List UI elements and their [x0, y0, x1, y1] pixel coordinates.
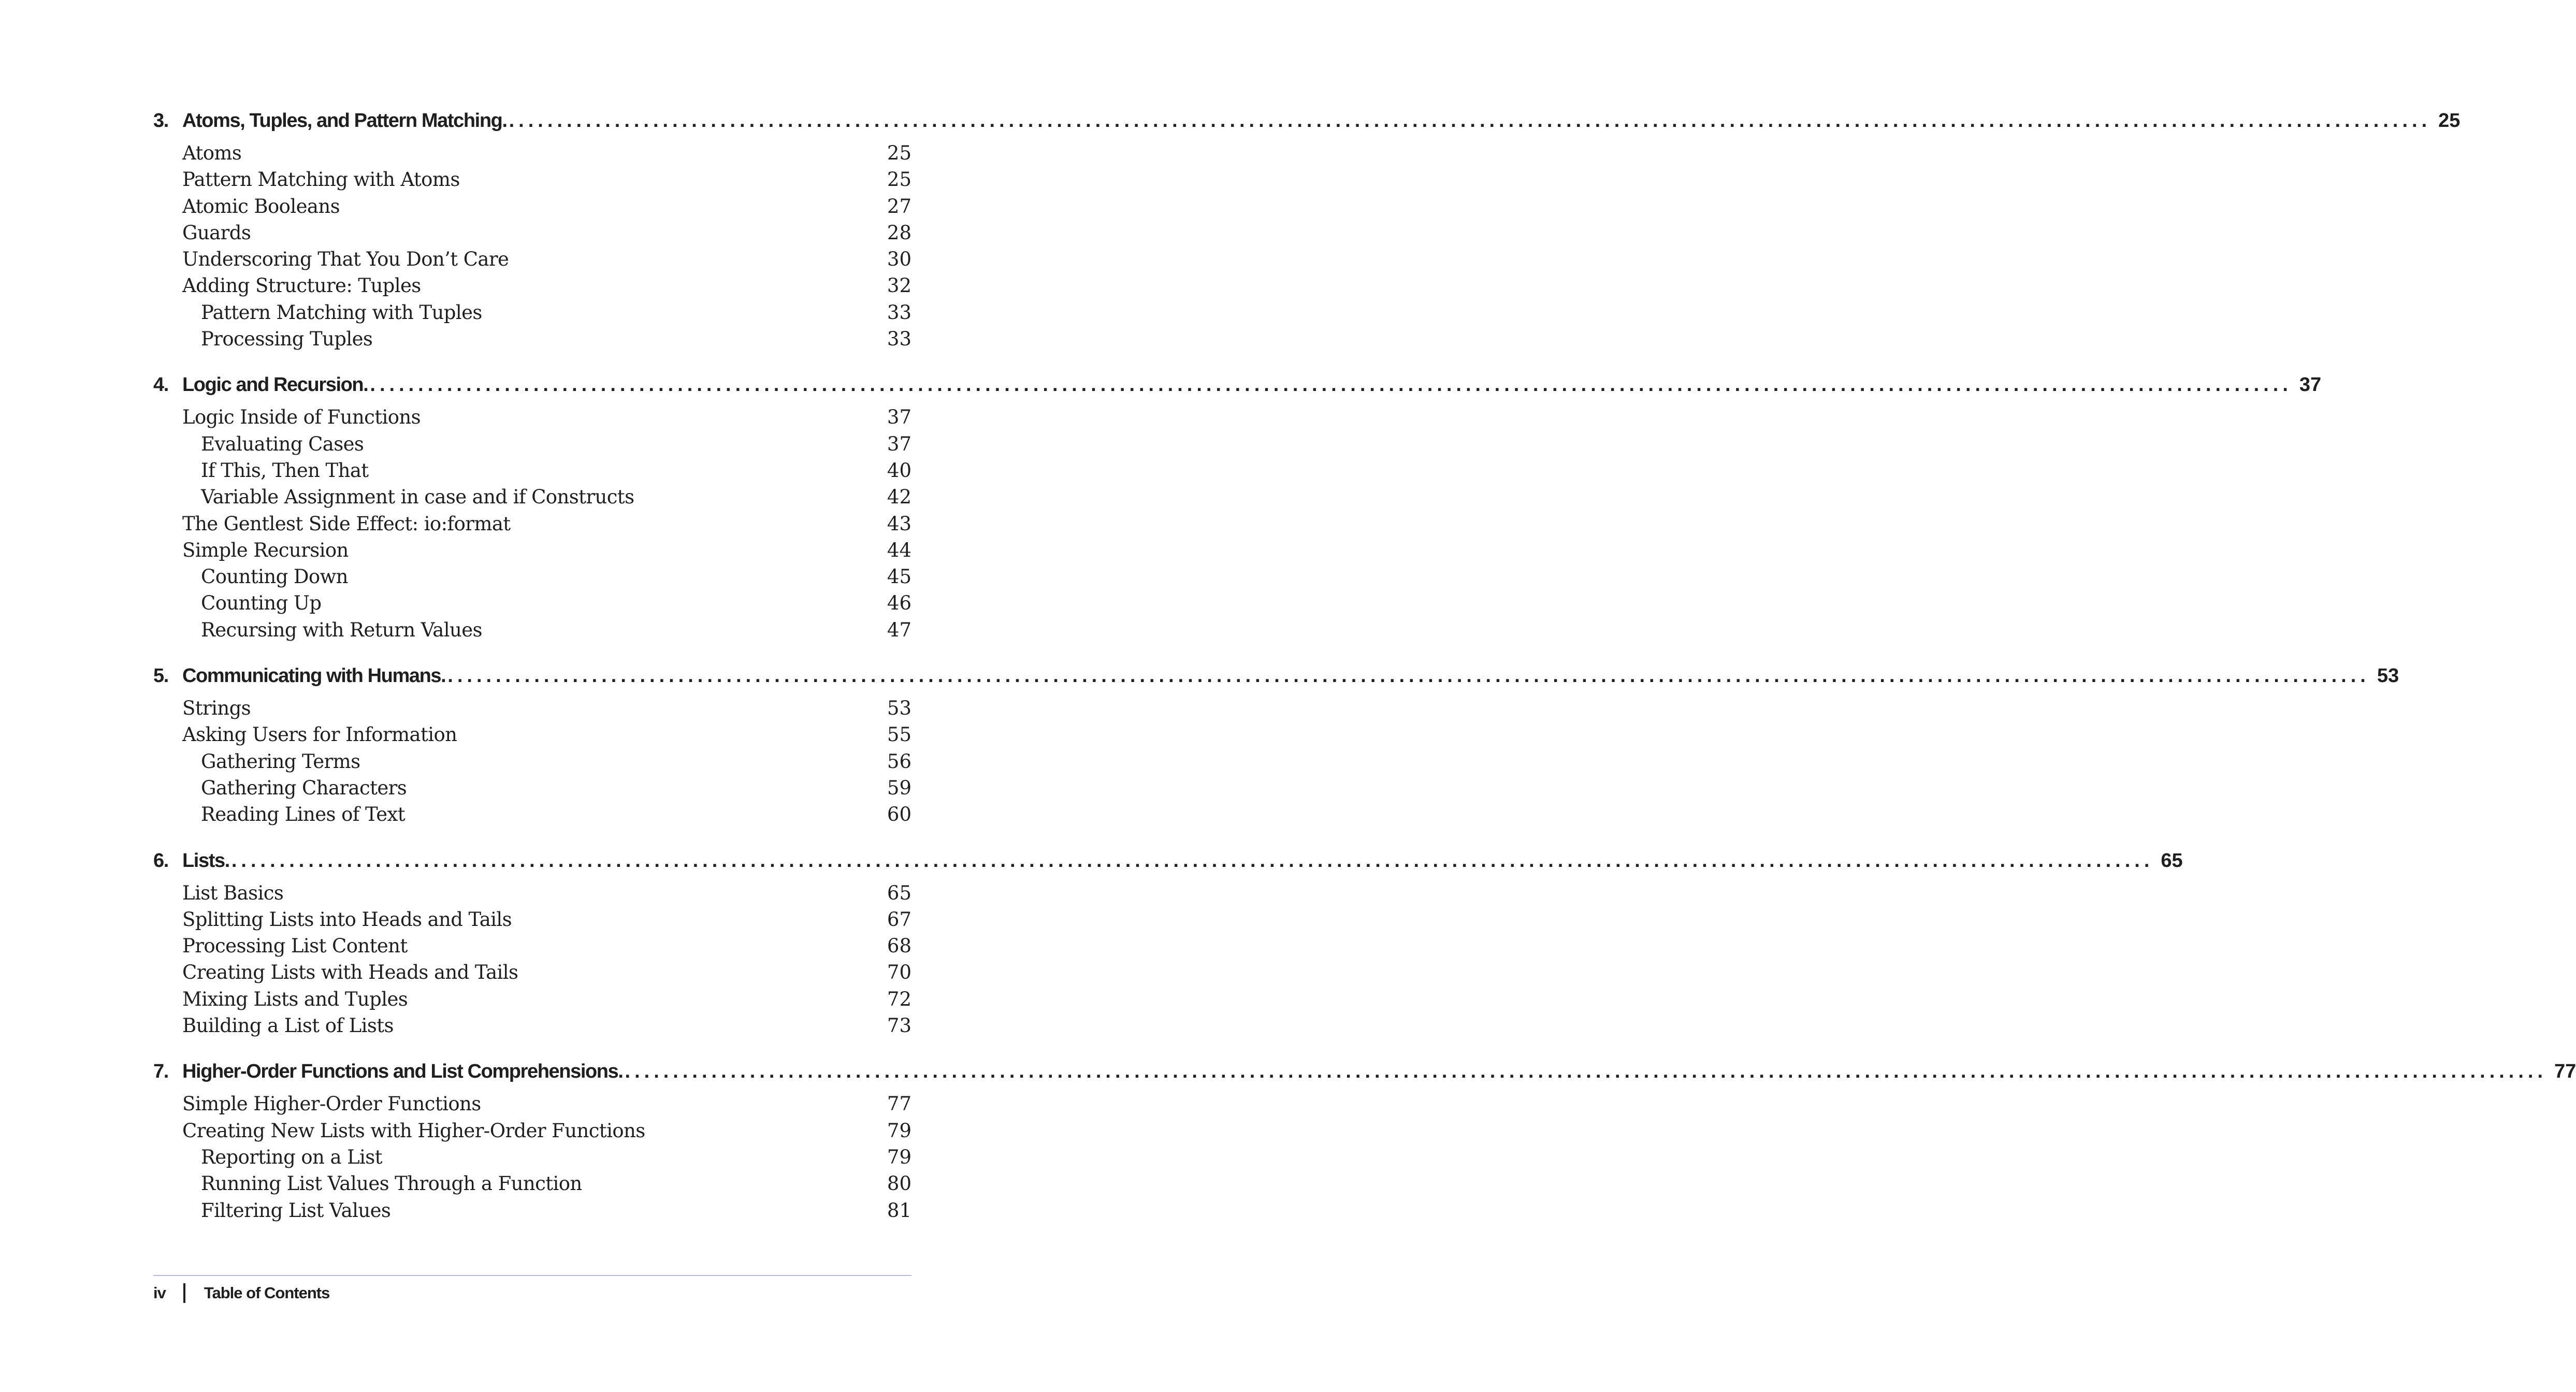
toc-section-entry[interactable]: [153, 1120, 911, 1146]
entry-page-number: 56: [887, 750, 911, 773]
toc-section-entry[interactable]: [153, 723, 911, 750]
toc-section-entry[interactable]: [153, 195, 911, 222]
entry-title: Running List Values Through a Function: [201, 1172, 582, 1195]
entry-page-number: 79: [887, 1119, 911, 1142]
entry-title: Recursing with Return Values: [201, 618, 482, 641]
toc-subsection-entry[interactable]: [153, 803, 911, 830]
toc-subsection-entry[interactable]: [153, 619, 911, 645]
entry-title: Atoms: [182, 142, 242, 164]
entry-page-number: 44: [887, 539, 911, 561]
toc-section-entry[interactable]: [153, 539, 911, 566]
entry-page-number: 72: [887, 988, 911, 1010]
chapter-title: Lists.: [182, 849, 229, 872]
entry-page-number: 40: [887, 459, 911, 482]
entry-title: Evaluating Cases: [201, 432, 364, 455]
toc-subsection-entry[interactable]: [153, 486, 911, 512]
entry-title: Variable Assignment in case and if Constructs: [201, 486, 634, 509]
entry-title: Simple Recursion: [182, 539, 349, 561]
chapter-title: Higher-Order Functions and List Comprehensions.: [182, 1061, 623, 1083]
entry-page-number: 30: [887, 248, 911, 271]
entry-title: Creating New Lists with Higher-Order Functions: [182, 1119, 645, 1142]
entry-title: Underscoring That You Don’t Care: [182, 248, 509, 271]
entry-page-number: 68: [887, 935, 911, 958]
chapter-number: 3.: [153, 110, 168, 132]
chapter-page-number: 53: [2377, 665, 2399, 687]
entry-title: Reading Lines of Text: [201, 803, 406, 826]
toc-section-entry[interactable]: [153, 142, 911, 168]
entry-page-number: 79: [887, 1146, 911, 1168]
entry-page-number: 33: [887, 328, 911, 351]
entry-page-number: 32: [887, 274, 911, 297]
chapter-number: 6.: [153, 849, 168, 872]
toc-chapter: [153, 665, 2399, 830]
chapter-page-number: 25: [2438, 110, 2461, 132]
chapter-heading[interactable]: [153, 110, 2461, 142]
toc-subsection-entry[interactable]: [153, 750, 911, 777]
entry-page-number: 37: [887, 432, 911, 455]
page-footer: [153, 1275, 911, 1303]
entry-title: If This, Then That: [201, 459, 369, 482]
footer-rule: [153, 1275, 911, 1276]
entry-page-number: 80: [887, 1172, 911, 1195]
entry-title: Guards: [182, 221, 251, 244]
entry-title: Mixing Lists and Tuples: [182, 988, 408, 1010]
entry-title: Creating Lists with Heads and Tails: [182, 961, 518, 984]
entry-page-number: 60: [887, 803, 911, 826]
toc-section-entry[interactable]: [153, 961, 911, 988]
chapter-heading[interactable]: [153, 849, 2183, 882]
toc-section-entry[interactable]: [153, 248, 911, 274]
dot-leader: ........................................................................................................................................................................................................: [447, 665, 2370, 687]
chapter-number: 4.: [153, 374, 168, 396]
toc-chapter: [153, 374, 2322, 645]
chapter-heading[interactable]: [153, 665, 2399, 697]
entry-title: Strings: [182, 697, 251, 720]
chapter-heading[interactable]: [153, 1061, 2576, 1093]
entry-page-number: 25: [887, 168, 911, 191]
toc-subsection-entry[interactable]: [153, 1172, 911, 1199]
toc-subsection-entry[interactable]: [153, 592, 911, 618]
entry-title: Logic Inside of Functions: [182, 406, 421, 429]
toc-chapter: [153, 849, 2183, 1041]
entry-title: List Basics: [182, 881, 284, 904]
entry-title: Simple Higher-Order Functions: [182, 1093, 481, 1115]
entry-page-number: 65: [887, 881, 911, 904]
footer-page-number: iv: [153, 1284, 166, 1302]
toc-chapter: [153, 110, 2461, 354]
entry-title: Filtering List Values: [201, 1199, 391, 1222]
toc-section-entry[interactable]: [153, 882, 911, 908]
entry-page-number: 27: [887, 195, 911, 218]
toc-section-entry[interactable]: [153, 988, 911, 1014]
entry-title: Gathering Characters: [201, 776, 407, 799]
toc-section-entry[interactable]: [153, 406, 911, 432]
toc-section-entry[interactable]: [153, 935, 911, 961]
footer-line: [153, 1283, 911, 1303]
entry-title: Atomic Booleans: [182, 195, 340, 218]
chapter-title: Communicating with Humans.: [182, 665, 446, 687]
entry-title: Processing List Content: [182, 935, 408, 958]
entry-page-number: 70: [887, 961, 911, 984]
entry-page-number: 42: [887, 486, 911, 509]
entry-title: Splitting Lists into Heads and Tails: [182, 908, 512, 931]
entry-page-number: 53: [887, 697, 911, 720]
entry-title: Counting Up: [201, 592, 322, 615]
chapter-page-number: 65: [2161, 849, 2183, 872]
entry-page-number: 47: [887, 618, 911, 641]
toc-subsection-entry[interactable]: [153, 328, 911, 354]
toc-section-entry[interactable]: [153, 1014, 911, 1041]
toc-section-entry[interactable]: [153, 1093, 911, 1119]
footer-separator: [183, 1283, 185, 1303]
toc-subsection-entry[interactable]: [153, 1146, 911, 1172]
toc-subsection-entry[interactable]: [153, 777, 911, 803]
toc-subsection-entry[interactable]: [153, 301, 911, 328]
entry-page-number: 43: [887, 512, 911, 535]
toc-section-entry[interactable]: [153, 513, 911, 539]
entry-title: Counting Down: [201, 566, 348, 588]
toc-chapter: [153, 1061, 2576, 1225]
toc-subsection-entry[interactable]: [153, 433, 911, 459]
entry-page-number: 81: [887, 1199, 911, 1222]
entry-page-number: 59: [887, 776, 911, 799]
footer-section-title: Table of Contents: [204, 1284, 330, 1302]
toc-subsection-entry[interactable]: [153, 459, 911, 486]
chapter-heading[interactable]: [153, 374, 2322, 406]
dot-leader: ........................................................................................................................................................................................................: [625, 1061, 2548, 1083]
entry-title: Processing Tuples: [201, 328, 373, 351]
entry-page-number: 37: [887, 406, 911, 429]
toc-section-entry[interactable]: [153, 908, 911, 935]
dot-leader: ........................................................................................................................................................................................................: [231, 849, 2154, 872]
entry-page-number: 28: [887, 221, 911, 244]
entry-title: Adding Structure: Tuples: [182, 274, 421, 297]
chapter-number: 5.: [153, 665, 168, 687]
chapter-page-number: 37: [2299, 374, 2322, 396]
entry-title: Asking Users for Information: [182, 723, 457, 746]
entry-page-number: 73: [887, 1014, 911, 1037]
entry-title: Pattern Matching with Tuples: [201, 301, 482, 324]
toc-section-entry[interactable]: [153, 168, 911, 195]
chapter-title: Logic and Recursion.: [182, 374, 368, 396]
entry-page-number: 46: [887, 592, 911, 615]
toc-subsection-entry[interactable]: [153, 1199, 911, 1226]
entry-title: Building a List of Lists: [182, 1014, 394, 1037]
entry-page-number: 55: [887, 723, 911, 746]
entry-page-number: 67: [887, 908, 911, 931]
toc-section-entry[interactable]: [153, 222, 911, 248]
entry-title: Pattern Matching with Atoms: [182, 168, 460, 191]
chapter-number: 7.: [153, 1061, 168, 1083]
entry-title: The Gentlest Side Effect: io:format: [182, 512, 511, 535]
entry-page-number: 33: [887, 301, 911, 324]
table-of-contents: [153, 110, 2576, 1245]
toc-subsection-entry[interactable]: [153, 566, 911, 592]
entry-page-number: 45: [887, 566, 911, 588]
toc-section-entry[interactable]: [153, 697, 911, 723]
dot-leader: ........................................................................................................................................................................................................: [509, 110, 2432, 132]
entry-title: Reporting on a List: [201, 1146, 382, 1168]
chapter-page-number: 77: [2554, 1061, 2576, 1083]
entry-page-number: 25: [887, 142, 911, 164]
chapter-title: Atoms, Tuples, and Pattern Matching.: [182, 110, 507, 132]
entry-title: Gathering Terms: [201, 750, 360, 773]
entry-page-number: 77: [887, 1093, 911, 1115]
toc-section-entry[interactable]: [153, 274, 911, 301]
dot-leader: ........................................................................................................................................................................................................: [370, 374, 2292, 396]
